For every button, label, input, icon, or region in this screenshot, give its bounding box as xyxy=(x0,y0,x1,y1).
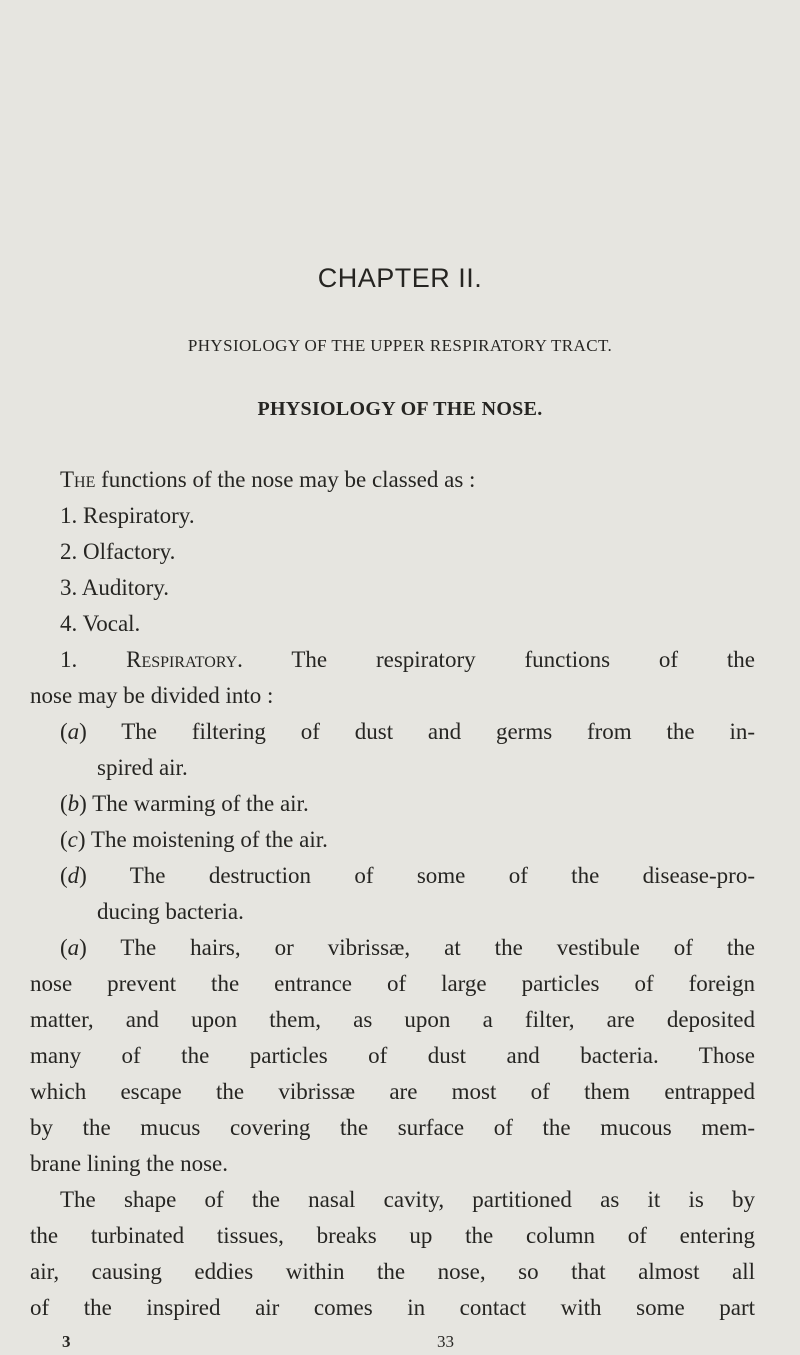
intro-rest: functions of the nose may be classed as : xyxy=(95,467,476,492)
sub-a-line-1: (a) The filtering of dust and germs from the in- xyxy=(60,719,755,744)
chapter-title: CHAPTER II. xyxy=(317,263,483,293)
signature-mark: 3 xyxy=(62,1332,71,1351)
list-item-olfactory: 2. Olfactory. xyxy=(60,539,176,564)
sub-d-line-1: (d) The destruction of some of the disease-pro- xyxy=(60,863,755,888)
respiratory-term: Respiratory. xyxy=(126,647,243,672)
list-item-vocal: 4. Vocal. xyxy=(60,611,141,636)
list-item-auditory: 3. Auditory. xyxy=(60,575,170,600)
respiratory-line-1 xyxy=(60,648,755,671)
para2-line-4: of the inspired air comes in contact with some part xyxy=(30,1295,755,1320)
respiratory-line-2: nose may be divided into : xyxy=(30,683,274,708)
sub-a-label: a xyxy=(67,719,80,744)
para2-line-3: air, causing eddies within the nose, so that almost all xyxy=(30,1259,755,1284)
para1-line-1: (a) The hairs, or vibrissæ, at the vestibule of the xyxy=(60,935,755,960)
para1-line-7: brane lining the nose. xyxy=(30,1151,229,1176)
para1-line-5: which escape the vibrissæ are most of them entrapped xyxy=(30,1079,755,1104)
para1-text: The hairs, or vibrissæ, at the vestibule of the xyxy=(86,935,755,960)
sub-d-label: d xyxy=(67,863,80,888)
sub-c-text: The moistening of the air. xyxy=(85,827,328,852)
para1-label: a xyxy=(67,935,80,960)
para1-line-4: many of the particles of dust and bacteria. Those xyxy=(30,1043,755,1068)
para1-line-2: nose prevent the entrance of large particles of foreign xyxy=(30,971,755,996)
respiratory-rest: The respiratory functions of the xyxy=(242,647,756,672)
sub-a-line-2: spired air. xyxy=(97,755,188,780)
sub-b-line: (b) The warming of the air. xyxy=(60,791,309,816)
para2-line-2: the turbinated tissues, breaks up the column of entering xyxy=(30,1223,755,1248)
para2-line-1: The shape of the nasal cavity, partitioned as it is by xyxy=(60,1187,755,1212)
sub-d-line-2: ducing bacteria. xyxy=(97,899,244,924)
para1-line-3: matter, and upon them, as upon a filter, are deposited xyxy=(30,1007,755,1032)
list-item-respiratory: 1. Respiratory. xyxy=(60,503,195,528)
sub-c-label: c xyxy=(67,827,78,852)
intro-line xyxy=(60,468,475,491)
sub-a-text: The filtering of dust and germs from the in- xyxy=(86,719,755,744)
page-number: 33 xyxy=(437,1332,454,1351)
respiratory-num: 1. xyxy=(60,647,127,672)
sub-b-label: b xyxy=(67,791,80,816)
chapter-subtitle: PHYSIOLOGY OF THE UPPER RESPIRATORY TRACT. xyxy=(187,336,613,355)
section-title: PHYSIOLOGY OF THE NOSE. xyxy=(257,398,543,420)
intro-lead: The xyxy=(60,467,96,492)
sub-c-line: (c) The moistening of the air. xyxy=(60,827,328,852)
sub-d-text: The destruction of some of the disease-pro- xyxy=(86,863,755,888)
para1-line-6: by the mucus covering the surface of the mucous mem- xyxy=(30,1115,755,1140)
sub-b-text: The warming of the air. xyxy=(86,791,309,816)
